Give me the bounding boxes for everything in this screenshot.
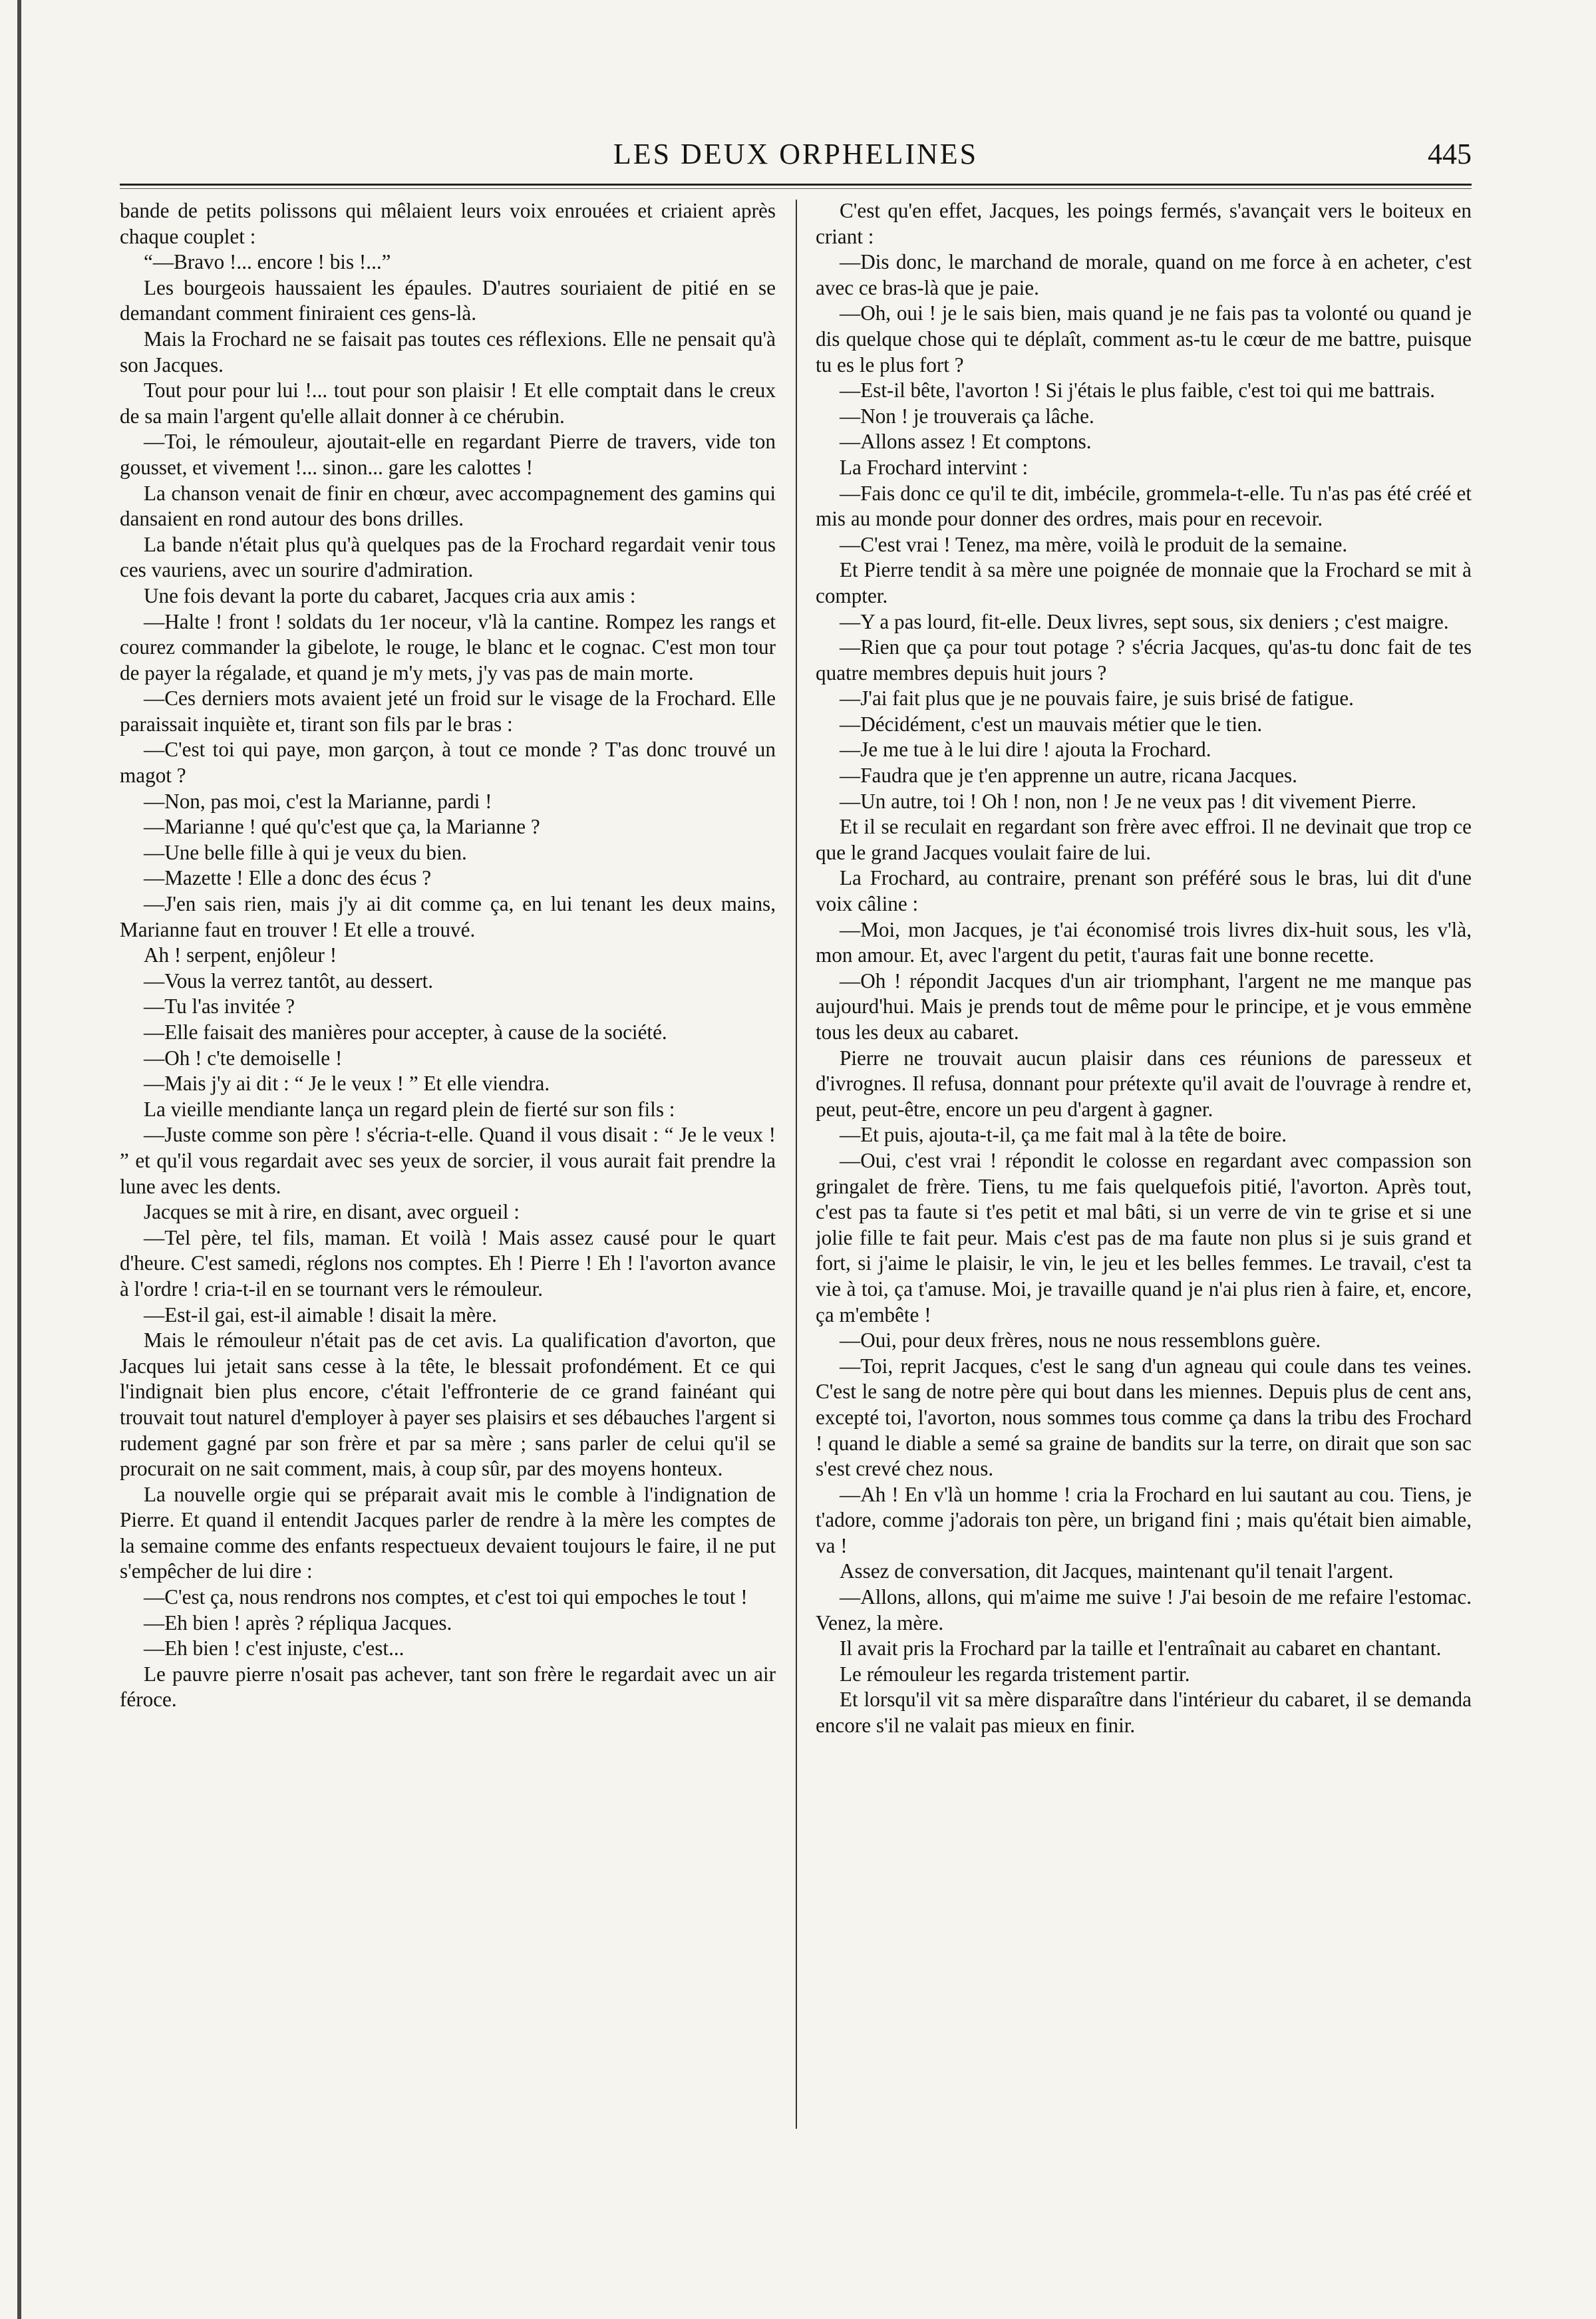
paragraph: —Moi, mon Jacques, je t'ai économisé trois livres dix-huit sous, les v'là, mon amour. Et, avec l'argent du petit, t'auras fait une bonne recette. [816,917,1472,967]
paragraph: Il avait pris la Frochard par la taille et l'entraînait au cabaret en chantant. [840,1636,1442,1660]
paragraph: —Toi, le rémouleur, ajoutait-elle en regardant Pierre de travers, vide ton gousset, et vivement !... sinon... gare les calottes ! [120,430,776,479]
page-number: 445 [1428,138,1472,170]
paragraph: Pierre ne trouvait aucun plaisir dans ces réunions de paresseux et d'ivrognes. Il refusa, donnant pour prétexte qu'il avait de l'ouvrage à rendre et, peut, peut-être, encore un peu d'argent à gagner. [816,1046,1472,1121]
paragraph: —Et puis, ajouta-t-il, ça me fait mal à la tête de boire. [840,1123,1287,1147]
paragraph: —Est-il gai, est-il aimable ! disait la mère. [144,1303,497,1326]
paragraph: —Y a pas lourd, fit-elle. Deux livres, sept sous, six deniers ; c'est maigre. [840,609,1449,633]
paragraph: La vieille mendiante lança un regard plein de fierté sur son fils : [144,1097,675,1121]
paragraph: —Une belle fille à qui je veux du bien. [144,840,467,864]
paragraph: —Je me tue à le lui dire ! ajouta la Frochard. [840,738,1211,762]
paragraph: —Rien que ça pour tout potage ? s'écria Jacques, qu'as-tu donc fait de tes quatre membres depuis huit jours ? [816,635,1472,685]
paragraph: —Fais donc ce qu'il te dit, imbécile, grommela-t-elle. Tu n'as pas été créé et mis au monde pour donner des ordres, mais pour en recevoir. [816,481,1472,531]
paragraph: —Marianne ! qué qu'c'est que ça, la Marianne ? [144,815,540,839]
paragraph: La bande n'était plus qu'à quelques pas de la Frochard regardait venir tous ces vauriens, avec un sourire d'admiration. [120,532,776,582]
paragraph: C'est qu'en effet, Jacques, les poings fermés, s'avançait vers le boiteux en criant : [816,199,1472,248]
paragraph: —Halte ! front ! soldats du 1er noceur, v'là la cantine. Rompez les rangs et courez commander la gibelote, le rouge, le blanc et le cognac. C'est mon tour de payer la régalade, et quand je m'y mets, j'y vas pas de main morte. [120,609,776,685]
paragraph: —Tel père, tel fils, maman. Et voilà ! Mais assez causé pour le quart d'heure. C'est samedi, réglons nos comptes. Eh ! Pierre ! Eh ! l'avorton avance à l'ordre ! cria-t-il en se tournant vers le rémouleur. [120,1225,776,1301]
paragraph: —Faudra que je t'en apprenne un autre, ricana Jacques. [840,764,1297,788]
paragraph: —Oui, pour deux frères, nous ne nous ressemblons guère. [840,1328,1321,1352]
paragraph: Mais la Frochard ne se faisait pas toutes ces réflexions. Elle ne pensait qu'à son Jacques. [120,327,776,377]
paragraph: —Ces derniers mots avaient jeté un froid sur le visage de la Frochard. Elle paraissait inquiète et, tirant son fils par le bras : [120,687,776,736]
paragraph: —Est-il bête, l'avorton ! Si j'étais le plus faible, c'est toi qui me battrais. [840,379,1436,402]
paragraph: Assez de conversation, dit Jacques, maintenant qu'il tenait l'argent. [840,1559,1394,1583]
paragraph: —Oh ! répondit Jacques d'un air triomphant, l'argent ne me manque pas aujourd'hui. Mais je prends tout de même pour le principe, et je vous emmène tous les deux au cabaret. [816,969,1472,1044]
paragraph: —Eh bien ! c'est injuste, c'est... [144,1636,404,1660]
paragraph: Tout pour pour lui !... tout pour son plaisir ! Et elle comptait dans le creux de sa main l'argent qu'elle allait donner à ce chérubin. [120,379,776,428]
paragraph: —Allons, allons, qui m'aime me suive ! J'ai besoin de me refaire l'estomac. Venez, la mère. [816,1585,1472,1634]
binding-edge [17,0,21,2319]
paragraph: Le rémouleur les regarda tristement partir. [840,1662,1190,1686]
paragraph: La chanson venait de finir en chœur, avec accompagnement des gamins qui dansaient en rond autour des bons drilles. [120,481,776,531]
left-column [120,198,776,2141]
paragraph: —C'est vrai ! Tenez, ma mère, voilà le produit de la semaine. [840,532,1348,556]
paragraph: La Frochard intervint : [840,455,1029,479]
paragraph: —Un autre, toi ! Oh ! non, non ! Je ne veux pas ! dit vivement Pierre. [840,789,1416,813]
paragraph: —Tu l'as invitée ? [144,995,295,1018]
header-rule [120,184,1472,186]
paragraph: —J'en sais rien, mais j'y ai dit comme ça, en lui tenant les deux mains, Marianne faut en trouver ! Et elle a trouvé. [120,892,776,941]
paragraph: Les bourgeois haussaient les épaules. D'autres souriaient de pitié en se demandant comment finiraient ces gens-là. [120,275,776,325]
paragraph: —Non, pas moi, c'est la Marianne, pardi ! [144,789,492,813]
paragraph: La nouvelle orgie qui se préparait avait mis le comble à l'indignation de Pierre. Et quand il entendit Jacques parler de rendre à la mère les comptes de la semaine comme des enfants respectueux devaient toujours le faire, il ne put s'empêcher de lui dire : [120,1482,776,1583]
paragraph: —J'ai fait plus que je ne pouvais faire, je suis brisé de fatigue. [840,687,1354,710]
paragraph: —Mazette ! Elle a donc des écus ? [144,866,432,890]
paragraph: —Mais j'y ai dit : “ Je le veux ! ” Et elle viendra. [144,1072,550,1096]
paragraph: —Oui, c'est vrai ! répondit le colosse en regardant avec compassion son gringalet de frère. Tiens, tu me fais quelquefois pitié, l'avorton. Après tout, c'est pas ta faute si t'es petit et mal bâti, si un verre de vin te grise et si une jolie fille te fait peur. Mais c'est pas de ma faute non plus si je suis grand et fort, si j'aime le plaisir, le vin, le jeu et les belles femmes. Le travail, c'est ta vie à toi, ça t'amuse. Moi, je travaille quand je n'ai plus rien à faire, et, encore, ça m'embête ! [816,1148,1472,1326]
paragraph: —Dis donc, le marchand de morale, quand on me force à en acheter, c'est avec ce bras-là que je paie. [816,250,1472,299]
paragraph: —Vous la verrez tantôt, au dessert. [144,969,434,993]
paragraph: —C'est ça, nous rendrons nos comptes, et c'est toi qui empoches le tout ! [144,1585,748,1609]
paragraph: —Décidément, c'est un mauvais métier que le tien. [840,712,1263,736]
paragraph: “—Bravo !... encore ! bis !...” [144,250,391,274]
paragraph: Une fois devant la porte du cabaret, Jacques cria aux amis : [144,583,636,607]
paragraph: —Allons assez ! Et comptons. [840,430,1092,454]
right-column [816,198,1472,2141]
paragraph: —Juste comme son père ! s'écria-t-elle. Quand il vous disait : “ Je le veux ! ” et qu'il vous regardait avec ses yeux de sorcier, il vous aurait fait prendre la lune avec les dents. [120,1123,776,1198]
paragraph: Jacques se mit à rire, en disant, avec orgueil : [144,1200,520,1224]
paragraph: —Oh ! c'te demoiselle ! [144,1046,343,1070]
paragraph: —Ah ! En v'là un homme ! cria la Frochard en lui sautant au cou. Tiens, je t'adore, comme j'adorais ton père, un brigand fini ; mais qu'était bien aimable, va ! [816,1482,1472,1557]
paragraph: Et il se reculait en regardant son frère avec effroi. Il ne devinait que trop ce que le grand Jacques voulait faire de lui. [816,815,1472,864]
paragraph: —C'est toi qui paye, mon garçon, à tout ce monde ? T'as donc trouvé un magot ? [120,738,776,788]
paragraph: Et Pierre tendit à sa mère une poignée de monnaie que la Frochard se mit à compter. [816,558,1472,607]
paragraph: Mais le rémouleur n'était pas de cet avis. La qualification d'avorton, que Jacques lui jetait sans cesse à la tête, le blessait profondément. Et ce qui l'indignait bien plus encore, c'était l'effronterie de ce grand fainéant qui trouvait tout naturel d'employer à payer ses plaisirs et ses débauches l'argent si rudement gagné par son frère et par sa mère ; sans parler de celui qu'il se procurait on ne sait comment, mais, à coup sûr, par des moyens honteux. [120,1328,776,1481]
header-rule-thin [120,188,1472,189]
paragraph: —Toi, reprit Jacques, c'est le sang d'un agneau qui coule dans tes veines. C'est le sang de notre père qui bout dans les miennes. Depuis plus de cent ans, excepté toi, l'avorton, nous sommes tous comme ça dans la tribu des Frochard ! quand le diable a semé sa graine de bandits sur la terre, on dirait que son sac s'est crevé chez nous. [816,1354,1472,1481]
page-header [120,137,1472,184]
paragraph: —Eh bien ! après ? répliqua Jacques. [144,1611,452,1634]
paragraph: —Non ! je trouverais ça lâche. [840,404,1094,428]
paragraph: Et lorsqu'il vit sa mère disparaître dans l'intérieur du cabaret, il se demanda encore s'il ne valait pas mieux en finir. [816,1688,1472,1738]
paragraph: —Oh, oui ! je le sais bien, mais quand je ne fais pas ta volonté ou quand je dis quelque chose qui te déplaît, comment as-tu le cœur de me battre, puisque tu es le plus fort ? [816,301,1472,377]
paragraph: La Frochard, au contraire, prenant son préféré sous le bras, lui dit d'une voix câline : [816,866,1472,916]
column-divider [796,200,797,2129]
paragraph: bande de petits polissons qui mêlaient leurs voix enrouées et criaient après chaque couplet : [120,199,776,248]
paragraph: —Elle faisait des manières pour accepter, à cause de la société. [144,1020,667,1044]
paragraph: Ah ! serpent, enjôleur ! [144,943,337,967]
paragraph: Le pauvre pierre n'osait pas achever, tant son frère le regardait avec un air féroce. [120,1662,776,1712]
running-title: LES DEUX ORPHELINES [613,138,979,170]
